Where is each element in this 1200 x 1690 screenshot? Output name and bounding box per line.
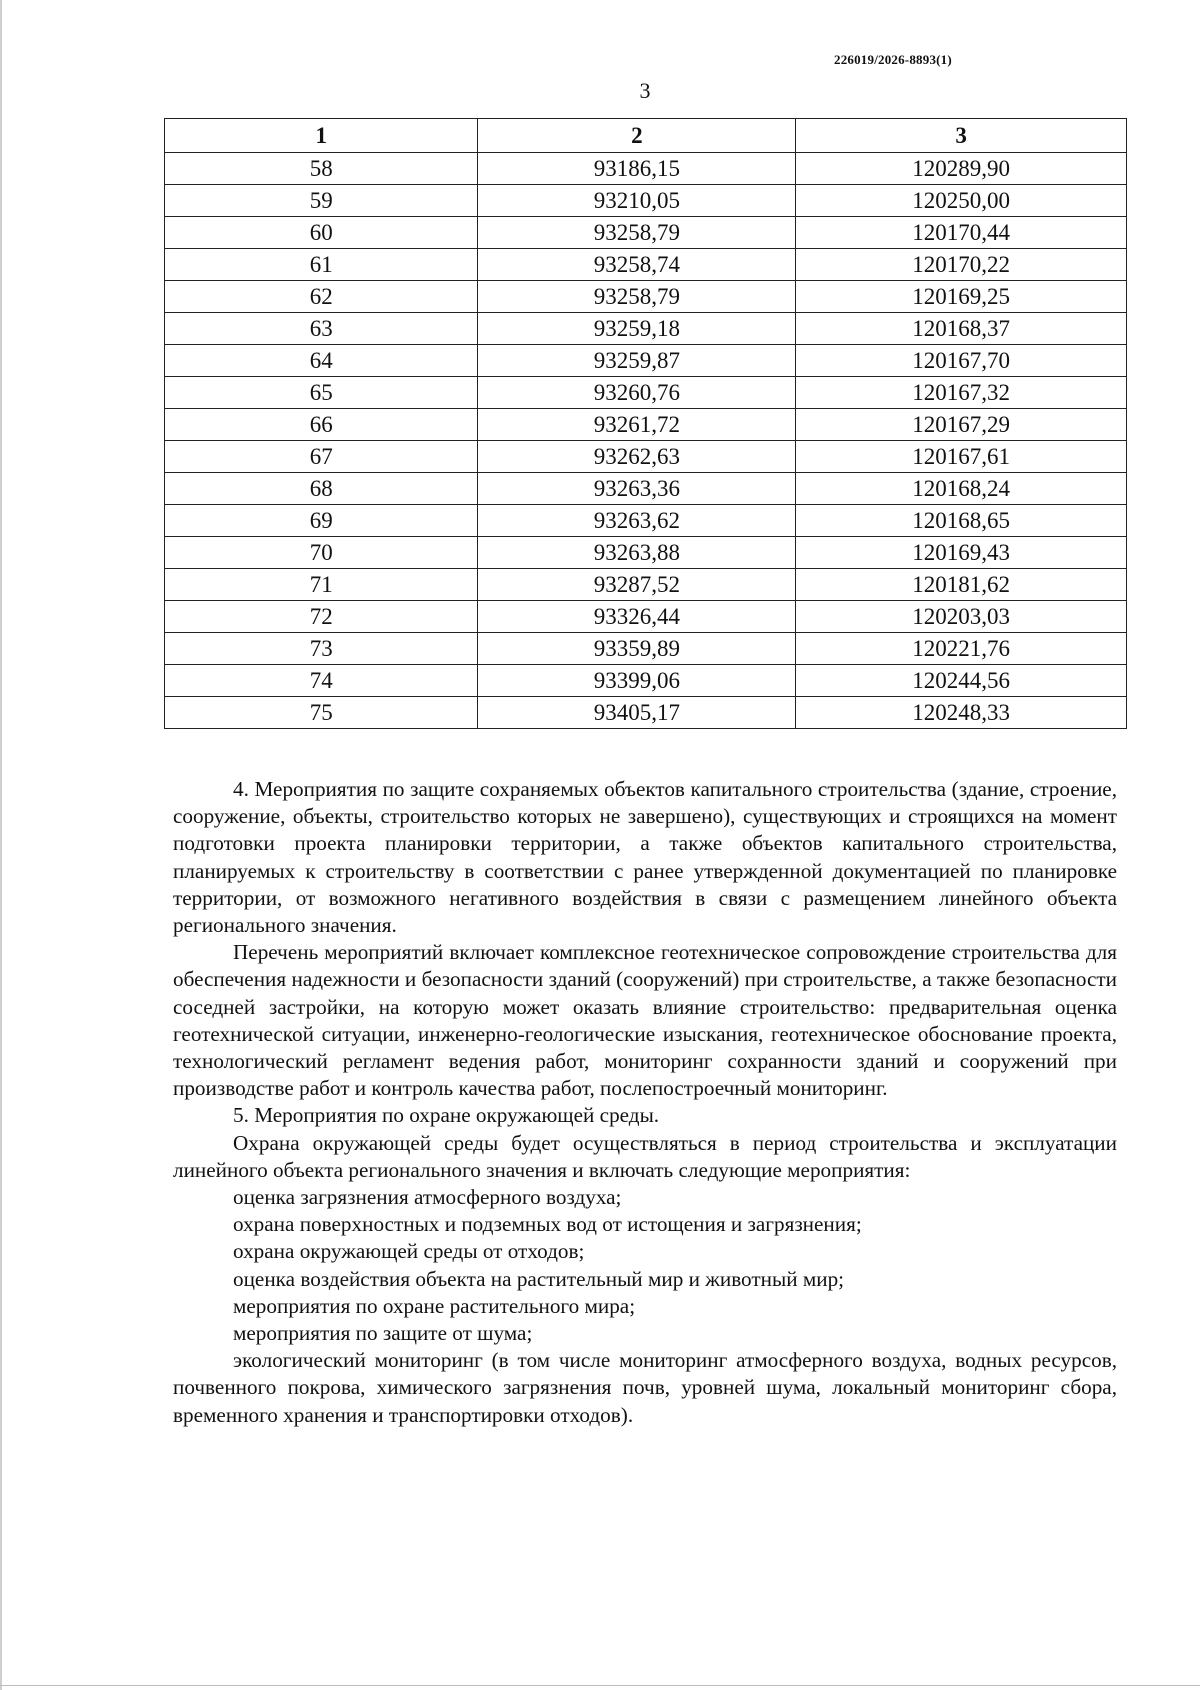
table-row [165,377,1127,409]
cell-y-coordinate: 120221,76 [796,633,1127,665]
cell-y-coordinate: 120169,43 [796,537,1127,569]
table-row [165,185,1127,217]
cell-x-coordinate: 93326,44 [478,601,796,633]
list-item: охрана поверхностных и подземных вод от истощения и загрязнения; [233,1212,862,1237]
table-row [165,537,1127,569]
table-row [165,473,1127,505]
cell-point-number: 60 [165,217,478,249]
cell-x-coordinate: 93359,89 [478,633,796,665]
coordinates-table [164,118,1127,729]
cell-point-number: 63 [165,313,478,345]
paragraph-environment-intro: Охрана окружающей среды будет осуществляться в период строительства и эксплуатации линейного объекта регионального значения и включать следующие мероприятия: [173,1130,1117,1182]
table-row [165,153,1127,185]
cell-y-coordinate: 120167,29 [796,409,1127,441]
paragraph-eco-monitoring: экологический мониторинг (в том числе мониторинг атмосферного воздуха, водных ресурсов, почвенного покрова, химического загрязнения почв, уровней шума, локальный мониторинг сбора, временного хранения и транспортировки отходов). [173,1348,1117,1427]
cell-y-coordinate: 120167,61 [796,441,1127,473]
cell-point-number: 62 [165,281,478,313]
cell-point-number: 72 [165,601,478,633]
cell-point-number: 75 [165,697,478,729]
list-item: охрана окружающей среды от отходов; [233,1239,585,1264]
table-row [165,217,1127,249]
table-header-row [165,119,1127,153]
page-number: 3 [639,78,651,103]
cell-x-coordinate: 93259,18 [478,313,796,345]
cell-y-coordinate: 120167,70 [796,345,1127,377]
scan-edge-bottom [0,1685,1200,1686]
table-row [165,409,1127,441]
cell-point-number: 70 [165,537,478,569]
cell-point-number: 61 [165,249,478,281]
cell-point-number: 64 [165,345,478,377]
cell-y-coordinate: 120250,00 [796,185,1127,217]
table-row [165,697,1127,729]
cell-y-coordinate: 120169,25 [796,281,1127,313]
cell-point-number: 74 [165,665,478,697]
cell-y-coordinate: 120170,22 [796,249,1127,281]
cell-y-coordinate: 120168,65 [796,505,1127,537]
cell-y-coordinate: 120170,44 [796,217,1127,249]
cell-y-coordinate: 120244,56 [796,665,1127,697]
cell-y-coordinate: 120168,24 [796,473,1127,505]
column-header-1: 1 [165,119,478,153]
paragraph-protection-measures: 4. Мероприятия по защите сохраняемых объектов капитального строительства (здание, строение, сооружение, объекты, строительство которых не завершено), существующих и строящихся на момент подготовки проекта планировки территории, а также объектов капитального строительства, планируемых к строительству в соответствии с ранее утвержденной документацией по планировке территории, от возможного негативного воздействия в связи с размещением линейного объекта регионального значения. [173,777,1117,938]
cell-x-coordinate: 93263,36 [478,473,796,505]
column-header-2: 2 [478,119,796,153]
table-row [165,633,1127,665]
cell-y-coordinate: 120203,03 [796,601,1127,633]
table-row [165,665,1127,697]
cell-x-coordinate: 93210,05 [478,185,796,217]
table-row [165,601,1127,633]
table-row [165,313,1127,345]
cell-x-coordinate: 93399,06 [478,665,796,697]
cell-x-coordinate: 93287,52 [478,569,796,601]
column-header-3: 3 [796,119,1127,153]
table-row [165,345,1127,377]
table-row [165,249,1127,281]
cell-y-coordinate: 120248,33 [796,697,1127,729]
cell-point-number: 67 [165,441,478,473]
cell-x-coordinate: 93405,17 [478,697,796,729]
table-row [165,569,1127,601]
cell-point-number: 73 [165,633,478,665]
cell-x-coordinate: 93262,63 [478,441,796,473]
paragraph-environment-heading: 5. Мероприятия по охране окружающей среды. [233,1103,660,1128]
cell-point-number: 66 [165,409,478,441]
paragraph-measures-list: Перечень мероприятий включает комплексное геотехническое сопровождение строительства для обеспечения надежности и безопасности зданий (сооружений) при строительстве, а также безопасности соседней застройки, на которую может оказать влияние строительство: предварительная оценка геотехнической ситуации, инженерно-геологические изыскания, геотехническое обоснование проекта, технологический регламент ведения работ, мониторинг сохранности зданий и сооружений при производстве работ и контроль качества работ, послепостроечный мониторинг. [173,940,1117,1101]
cell-x-coordinate: 93258,74 [478,249,796,281]
cell-point-number: 68 [165,473,478,505]
cell-point-number: 71 [165,569,478,601]
table-row [165,505,1127,537]
cell-x-coordinate: 93258,79 [478,281,796,313]
table-row [165,441,1127,473]
body-text [173,776,1117,1429]
cell-x-coordinate: 93260,76 [478,377,796,409]
cell-point-number: 59 [165,185,478,217]
table-body [165,153,1127,729]
cell-point-number: 58 [165,153,478,185]
cell-x-coordinate: 93258,79 [478,217,796,249]
scan-edge-left [0,0,2,1690]
table-row [165,281,1127,313]
cell-y-coordinate: 120168,37 [796,313,1127,345]
cell-y-coordinate: 120289,90 [796,153,1127,185]
cell-y-coordinate: 120181,62 [796,569,1127,601]
cell-point-number: 65 [165,377,478,409]
list-item: мероприятия по охране растительного мира; [233,1293,636,1318]
cell-x-coordinate: 93263,62 [478,505,796,537]
list-item: оценка загрязнения атмосферного воздуха; [233,1185,622,1210]
cell-x-coordinate: 93259,87 [478,345,796,377]
cell-point-number: 69 [165,505,478,537]
list-item: оценка воздействия объекта на растительный мир и животный мир; [233,1266,845,1291]
cell-x-coordinate: 93263,88 [478,537,796,569]
list-item: мероприятия по защите от шума; [233,1321,533,1346]
cell-x-coordinate: 93261,72 [478,409,796,441]
document-number: 226019/2026-8893(1) [834,52,952,67]
cell-x-coordinate: 93186,15 [478,153,796,185]
cell-y-coordinate: 120167,32 [796,377,1127,409]
